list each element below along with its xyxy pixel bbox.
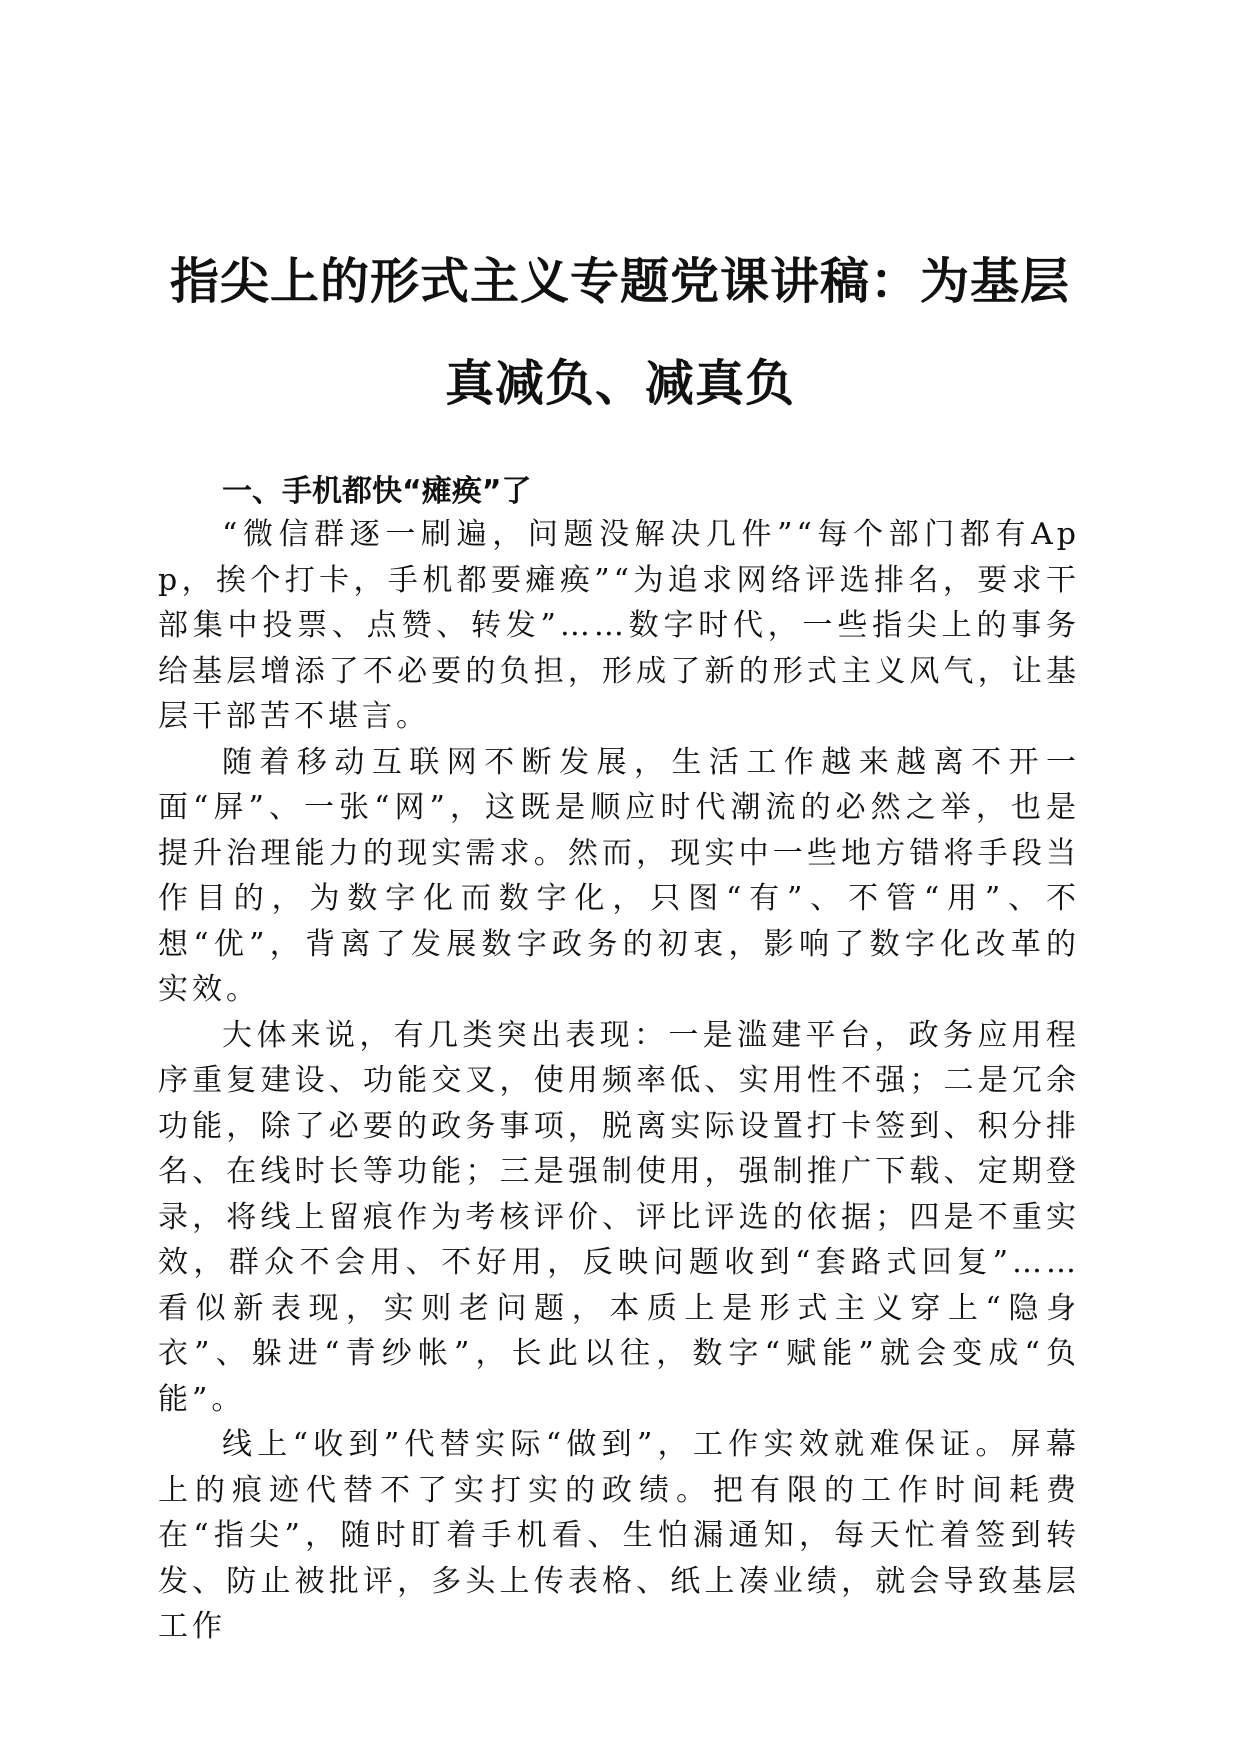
body-text	[158, 512, 1080, 1650]
paragraph-1: “微信群逐一刷遍，问题没解决几件”“每个部门都有App，挨个打卡，手机都要瘫痪”“为追求网络评选排名，要求干部集中投票、点赞、转发”……数字时代，一些指尖上的事务给基层增添了不必要的负担，形成了新的形式主义风气，让基层干部苦不堪言。	[158, 517, 1080, 734]
document-title: 指尖上的形式主义专题党课讲稿：为基层真减负、减真负	[169, 252, 1070, 412]
paragraph-2: 随着移动互联网不断发展，生活工作越来越离不开一面“屏”、一张“网”，这既是顺应时代潮流的必然之举，也是提升治理能力的现实需求。然而，现实中一些地方错将手段当作目的，为数字化而数字化，只图“有”、不管“用”、不想“优”，背离了发展数字政务的初衷，影响了数字化改革的实效。	[158, 744, 1080, 1007]
section-heading: 一、手机都快“瘫痪”了	[222, 474, 532, 509]
paragraph-4: 线上“收到”代替实际“做到”，工作实效就难保证。屏幕上的痕迹代替不了实打实的政绩。把有限的工作时间耗费在“指尖”，随时盯着手机看、生怕漏通知，每天忙着签到转发、防止被批评，多头上传表格、纸上凑业绩，就会导致基层工作	[158, 1427, 1080, 1644]
paragraph-3: 大体来说，有几类突出表现：一是滥建平台，政务应用程序重复建设、功能交叉，使用频率低、实用性不强；二是冗余功能，除了必要的政务事项，脱离实际设置打卡签到、积分排名、在线时长等功能；三是强制使用，强制推广下载、定期登录，将线上留痕作为考核评价、评比评选的依据；四是不重实效，群众不会用、不好用，反映问题收到“套路式回复”……看似新表现，实则老问题，本质上是形式主义穿上“隐身衣”、躲进“青纱帐”，长此以往，数字“赋能”就会变成“负能”。	[158, 1017, 1080, 1417]
